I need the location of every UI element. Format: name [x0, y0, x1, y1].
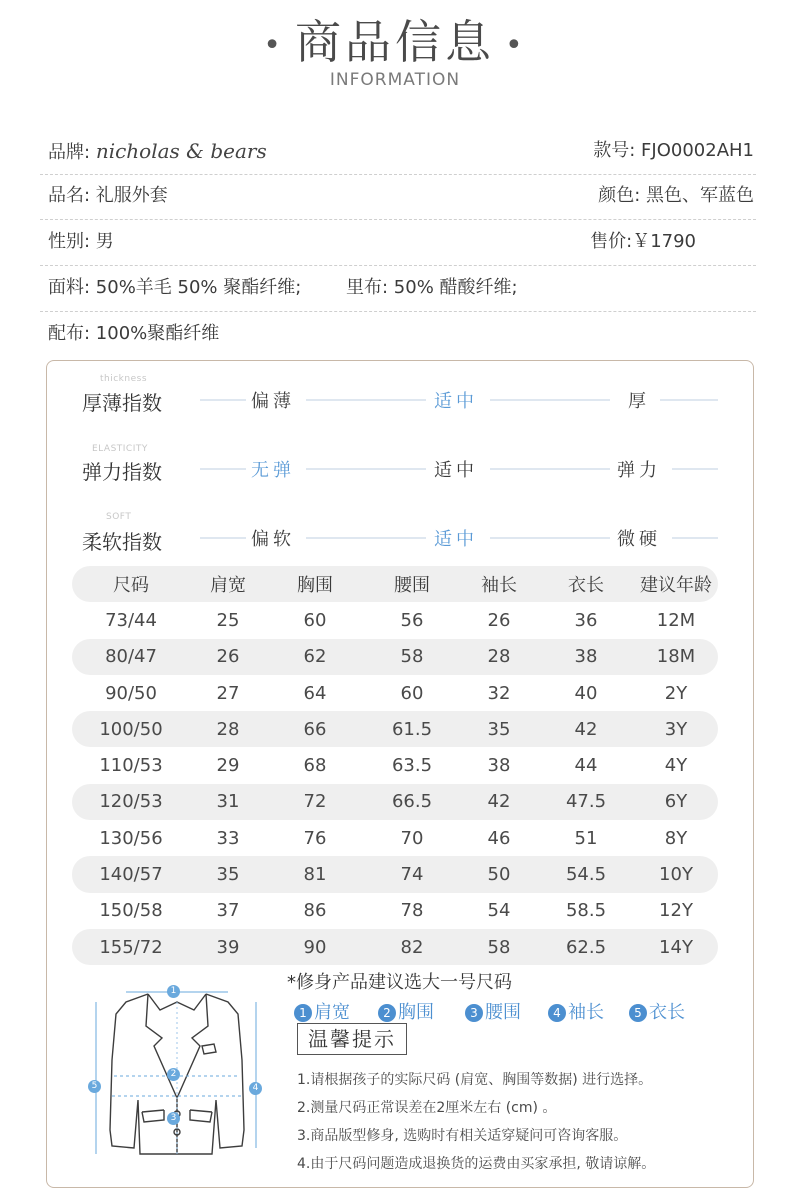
table-row — [72, 856, 718, 892]
legend-waist — [465, 998, 521, 1024]
table-cell: 12Y — [659, 900, 693, 922]
divider — [40, 174, 756, 175]
table-cell: 46 — [487, 827, 511, 849]
divider — [40, 219, 756, 220]
table-cell: 26 — [487, 609, 511, 631]
table-cell: 14Y — [659, 936, 693, 958]
legend-length — [629, 998, 685, 1024]
table-cell: 155/72 — [99, 936, 163, 958]
table-cell: 80/47 — [105, 646, 157, 668]
tip-item: 4.由于尺码问题造成退换货的运费由买家承担, 敬请谅解。 — [297, 1156, 656, 1172]
page-subtitle: INFORMATION — [329, 70, 461, 90]
table-cell: 3Y — [664, 718, 688, 740]
tip-item: 3.商品版型修身, 选购时有相关适穿疑问可咨询客服。 — [297, 1128, 628, 1144]
legend-label: 袖长 — [568, 1002, 604, 1023]
marker-shoulder: 1 — [167, 985, 180, 998]
info-row-name — [48, 176, 754, 216]
table-cell: 68 — [303, 755, 327, 777]
table-cell: 51 — [574, 827, 598, 849]
scale-line — [490, 399, 610, 401]
table-cell: 42 — [487, 791, 511, 813]
table-cell: 44 — [574, 755, 598, 777]
legend-number: 3 — [465, 1004, 483, 1022]
softness-label: 柔软指数 — [82, 530, 162, 554]
table-cell: 66.5 — [391, 791, 433, 813]
table-row — [72, 747, 718, 783]
marker-waist: 3 — [167, 1112, 180, 1125]
product-price: 售价:￥1790 — [590, 231, 696, 252]
legend-number: 5 — [629, 1004, 647, 1022]
table-cell: 4Y — [664, 755, 688, 777]
page-title — [0, 14, 790, 74]
table-cell: 33 — [216, 827, 240, 849]
marker-chest: 2 — [167, 1068, 180, 1081]
table-cell: 62.5 — [565, 936, 607, 958]
title-text: 商品信息 — [295, 15, 495, 69]
table-cell: 54 — [487, 900, 511, 922]
tips-title: 温馨提示 — [297, 1023, 407, 1055]
table-cell: 76 — [303, 827, 327, 849]
title-dot-left: • — [263, 27, 285, 63]
table-cell: 40 — [574, 682, 598, 704]
scale-line — [660, 399, 718, 401]
thickness-label: 厚薄指数 — [82, 391, 162, 415]
table-cell: 29 — [216, 755, 240, 777]
brand-value: nicholas & bears — [95, 139, 267, 163]
table-cell: 47.5 — [565, 791, 607, 813]
table-cell: 25 — [216, 609, 240, 631]
table-cell: 74 — [400, 864, 424, 886]
table-header-row — [72, 566, 718, 602]
table-cell: 90 — [303, 936, 327, 958]
scale-line — [306, 468, 426, 470]
slim-fit-note: *修身产品建议选大一号尺码 — [287, 972, 512, 993]
legend-sleeve — [548, 998, 604, 1024]
table-cell: 81 — [303, 864, 327, 886]
product-name: 品名: 礼服外套 — [48, 185, 168, 206]
table-cell: 63.5 — [391, 755, 433, 777]
fabric-info: 面料: 50%羊毛 50% 聚酯纤维; — [48, 277, 302, 298]
product-gender: 性别: 男 — [48, 231, 114, 252]
table-cell: 35 — [216, 864, 240, 886]
table-cell: 120/53 — [99, 791, 163, 813]
table-header: 腰围 — [394, 575, 430, 597]
table-header: 肩宽 — [210, 575, 246, 597]
table-cell: 2Y — [664, 682, 688, 704]
table-cell: 100/50 — [99, 718, 163, 740]
scale-line — [200, 537, 246, 539]
table-cell: 60 — [400, 682, 424, 704]
table-row — [72, 711, 718, 747]
table-row — [72, 639, 718, 675]
softness-option-medium: 适中 — [434, 529, 478, 550]
table-cell: 39 — [216, 936, 240, 958]
table-header: 胸围 — [297, 575, 333, 597]
table-cell: 66 — [303, 718, 327, 740]
legend-label: 衣长 — [649, 1002, 685, 1023]
divider — [40, 265, 756, 266]
softness-option-firm: 微硬 — [617, 529, 661, 550]
table-cell: 54.5 — [565, 864, 607, 886]
table-cell: 60 — [303, 609, 327, 631]
scale-line — [200, 399, 246, 401]
elasticity-option-none: 无弹 — [251, 460, 295, 481]
table-header: 尺码 — [113, 575, 149, 597]
table-cell: 8Y — [664, 827, 688, 849]
table-cell: 140/57 — [99, 864, 163, 886]
accessory-info: 配布: 100%聚酯纤维 — [48, 323, 220, 344]
style-number: 款号: FJO0002AH1 — [593, 140, 754, 161]
table-cell: 31 — [216, 791, 240, 813]
info-row-accessory — [48, 314, 754, 354]
table-cell: 70 — [400, 827, 424, 849]
table-cell: 61.5 — [391, 718, 433, 740]
table-header: 衣长 — [568, 575, 604, 597]
info-row-fabric — [48, 268, 754, 308]
table-cell: 58.5 — [565, 900, 607, 922]
table-cell: 58 — [487, 936, 511, 958]
table-cell: 12M — [656, 609, 696, 631]
divider — [40, 311, 756, 312]
table-cell: 26 — [216, 646, 240, 668]
table-cell: 86 — [303, 900, 327, 922]
table-cell: 73/44 — [105, 609, 157, 631]
scale-line — [200, 468, 246, 470]
table-cell: 28 — [216, 718, 240, 740]
thickness-option-medium: 适中 — [434, 391, 478, 412]
elasticity-label: 弹力指数 — [82, 460, 162, 484]
table-cell: 50 — [487, 864, 511, 886]
elasticity-tag: ELASTICITY — [92, 444, 148, 454]
scale-line — [306, 537, 426, 539]
legend-chest — [378, 998, 434, 1024]
table-cell: 32 — [487, 682, 511, 704]
scale-line — [672, 468, 718, 470]
table-cell: 38 — [574, 646, 598, 668]
table-cell: 6Y — [664, 791, 688, 813]
table-cell: 42 — [574, 718, 598, 740]
table-header: 袖长 — [481, 575, 517, 597]
tip-item: 1.请根据孩子的实际尺码 (肩宽、胸围等数据) 进行选择。 — [297, 1072, 653, 1088]
table-cell: 72 — [303, 791, 327, 813]
table-header: 建议年龄 — [640, 575, 712, 597]
legend-label: 胸围 — [398, 1002, 434, 1023]
softness-tag: SOFT — [106, 512, 132, 522]
table-cell: 36 — [574, 609, 598, 631]
marker-sleeve: 4 — [249, 1082, 262, 1095]
legend-number: 2 — [378, 1004, 396, 1022]
table-cell: 58 — [400, 646, 424, 668]
elasticity-option-elastic: 弹力 — [617, 460, 661, 481]
table-row — [72, 893, 718, 929]
table-cell: 90/50 — [105, 682, 157, 704]
table-cell: 62 — [303, 646, 327, 668]
table-cell: 110/53 — [99, 755, 163, 777]
legend-number: 1 — [294, 1004, 312, 1022]
table-cell: 78 — [400, 900, 424, 922]
scale-line — [490, 537, 610, 539]
softness-option-soft: 偏软 — [251, 529, 295, 550]
thickness-option-thick: 厚 — [628, 391, 650, 412]
table-cell: 130/56 — [99, 827, 163, 849]
table-cell: 38 — [487, 755, 511, 777]
table-row — [72, 820, 718, 856]
info-row-brand — [48, 131, 754, 171]
title-dot-right: • — [505, 27, 527, 63]
thickness-option-thin: 偏薄 — [251, 391, 295, 412]
info-row-gender — [48, 222, 754, 262]
table-cell: 82 — [400, 936, 424, 958]
marker-length: 5 — [88, 1080, 101, 1093]
legend-number: 4 — [548, 1004, 566, 1022]
product-color: 颜色: 黑色、军蓝色 — [598, 185, 754, 206]
table-cell: 27 — [216, 682, 240, 704]
table-row — [72, 784, 718, 820]
table-cell: 56 — [400, 609, 424, 631]
table-cell: 10Y — [659, 864, 693, 886]
scale-line — [672, 537, 718, 539]
table-cell: 150/58 — [99, 900, 163, 922]
table-cell: 35 — [487, 718, 511, 740]
table-cell: 18M — [656, 646, 696, 668]
table-cell: 37 — [216, 900, 240, 922]
table-row — [72, 602, 718, 638]
table-body — [72, 602, 718, 965]
table-cell: 64 — [303, 682, 327, 704]
scale-line — [490, 468, 610, 470]
lining-info: 里布: 50% 醋酸纤维; — [346, 277, 518, 298]
scale-line — [306, 399, 426, 401]
table-row — [72, 675, 718, 711]
table-row — [72, 929, 718, 965]
brand-label: 品牌: — [48, 142, 91, 163]
elasticity-option-medium: 适中 — [434, 460, 478, 481]
legend-shoulder — [294, 998, 350, 1024]
thickness-tag: thickness — [100, 374, 148, 384]
table-cell: 28 — [487, 646, 511, 668]
legend-label: 腰围 — [485, 1002, 521, 1023]
tip-item: 2.测量尺码正常误差在2厘米左右 (cm) 。 — [297, 1100, 557, 1116]
size-table — [72, 566, 718, 965]
legend-label: 肩宽 — [314, 1002, 350, 1023]
